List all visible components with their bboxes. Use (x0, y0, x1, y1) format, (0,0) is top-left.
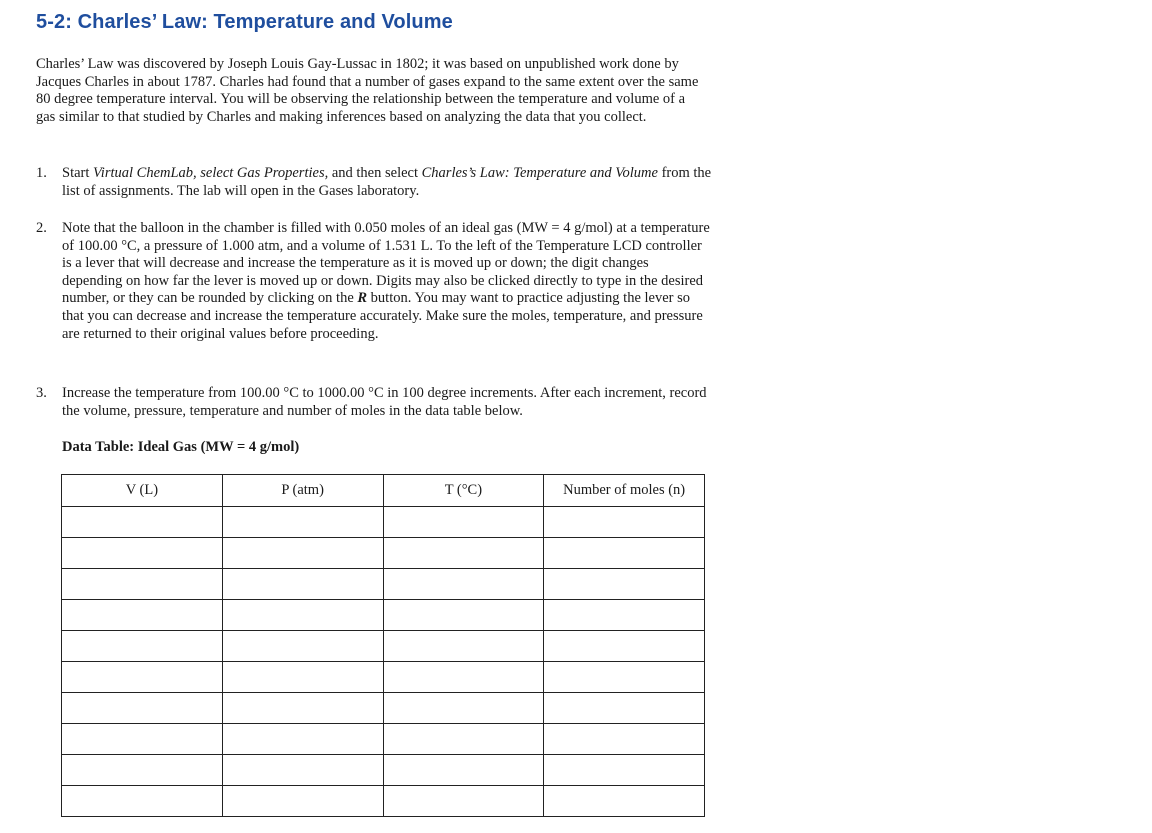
cell-temperature (383, 631, 544, 662)
table-row (62, 600, 705, 631)
cell-moles (544, 786, 705, 817)
table-row (62, 631, 705, 662)
cell-volume (62, 755, 223, 786)
cell-pressure (222, 600, 383, 631)
table-row (62, 693, 705, 724)
table-row (62, 538, 705, 569)
cell-temperature (383, 569, 544, 600)
header-moles: Number of moles (n) (544, 475, 705, 507)
cell-temperature (383, 755, 544, 786)
cell-moles (544, 600, 705, 631)
header-temperature: T (°C) (383, 475, 544, 507)
cell-pressure (222, 755, 383, 786)
cell-moles (544, 569, 705, 600)
cell-moles (544, 538, 705, 569)
step-number: 1. (36, 165, 47, 181)
intro-paragraph: Charles’ Law was discovered by Joseph Louis Gay-Lussac in 1802; it was based on unpublished work done by Jacques Charles in about 1787. Charles had found that a number of gases expand to the same extent over the same 80 degree temperature interval. You will be observing the relationship between the temperature and volume of a gas similar to that studied by Charles and making inferences based on analyzing the data that you collect. (36, 56, 699, 125)
table-caption: Data Table: Ideal Gas (MW = 4 g/mol) (62, 439, 300, 455)
table-row (62, 507, 705, 538)
cell-pressure (222, 724, 383, 755)
table-row (62, 724, 705, 755)
cell-volume (62, 662, 223, 693)
step-body (62, 220, 712, 343)
cell-volume (62, 600, 223, 631)
cell-temperature (383, 507, 544, 538)
cell-temperature (383, 786, 544, 817)
header-pressure: P (atm) (222, 475, 383, 507)
cell-moles (544, 662, 705, 693)
cell-moles (544, 507, 705, 538)
cell-volume (62, 724, 223, 755)
page-title: 5-2: Charles’ Law: Temperature and Volume (36, 11, 453, 33)
step-number: 3. (36, 385, 47, 401)
cell-moles (544, 631, 705, 662)
cell-pressure (222, 662, 383, 693)
cell-moles (544, 755, 705, 786)
table-row (62, 786, 705, 817)
cell-pressure (222, 631, 383, 662)
cell-temperature (383, 724, 544, 755)
cell-volume (62, 786, 223, 817)
table-header-row (62, 475, 705, 507)
table-body (62, 507, 705, 817)
cell-volume (62, 569, 223, 600)
cell-pressure (222, 507, 383, 538)
step-number: 2. (36, 220, 47, 236)
data-table (61, 474, 705, 817)
cell-temperature (383, 693, 544, 724)
cell-moles (544, 724, 705, 755)
cell-pressure (222, 786, 383, 817)
cell-temperature (383, 538, 544, 569)
table-row (62, 569, 705, 600)
cell-pressure (222, 693, 383, 724)
cell-volume (62, 538, 223, 569)
header-volume: V (L) (62, 475, 223, 507)
cell-moles (544, 693, 705, 724)
step-text: Note that the balloon in the chamber is filled with 0.050 moles of an ideal gas (MW = 4 g/mol) at a temperature of 100.00 °C, a pressure of 1.000 atm, and a volume of 1.531 L. To the left of the Temperature LCD controller is a lever that will decrease and increase the temperature as it is moved up or down; the digit changes depending on how far the lever is moved up or down. Digits may also be clicked directly to type in the desired number, or they can be rounded by clicking on the R button. You may want to practice adjusting the lever so that you can decrease and increase the temperature accurately. Make sure the moles, temperature, and pressure are returned to their original values before proceeding. (62, 220, 710, 342)
step-body (62, 165, 712, 200)
cell-pressure (222, 538, 383, 569)
cell-temperature (383, 662, 544, 693)
cell-temperature (383, 600, 544, 631)
cell-volume (62, 507, 223, 538)
table-row (62, 662, 705, 693)
step-text: Increase the temperature from 100.00 °C to 1000.00 °C in 100 degree increments. After each increment, record the volume, pressure, temperature and number of moles in the data table below. (62, 385, 707, 419)
step-body (62, 385, 712, 420)
cell-volume (62, 631, 223, 662)
table-row (62, 755, 705, 786)
cell-volume (62, 693, 223, 724)
cell-pressure (222, 569, 383, 600)
step-text: Start Virtual ChemLab, select Gas Properties, and then select Charles’s Law: Temperature and Volume from the list of assignments. The lab will open in the Gases laboratory. (62, 165, 712, 199)
